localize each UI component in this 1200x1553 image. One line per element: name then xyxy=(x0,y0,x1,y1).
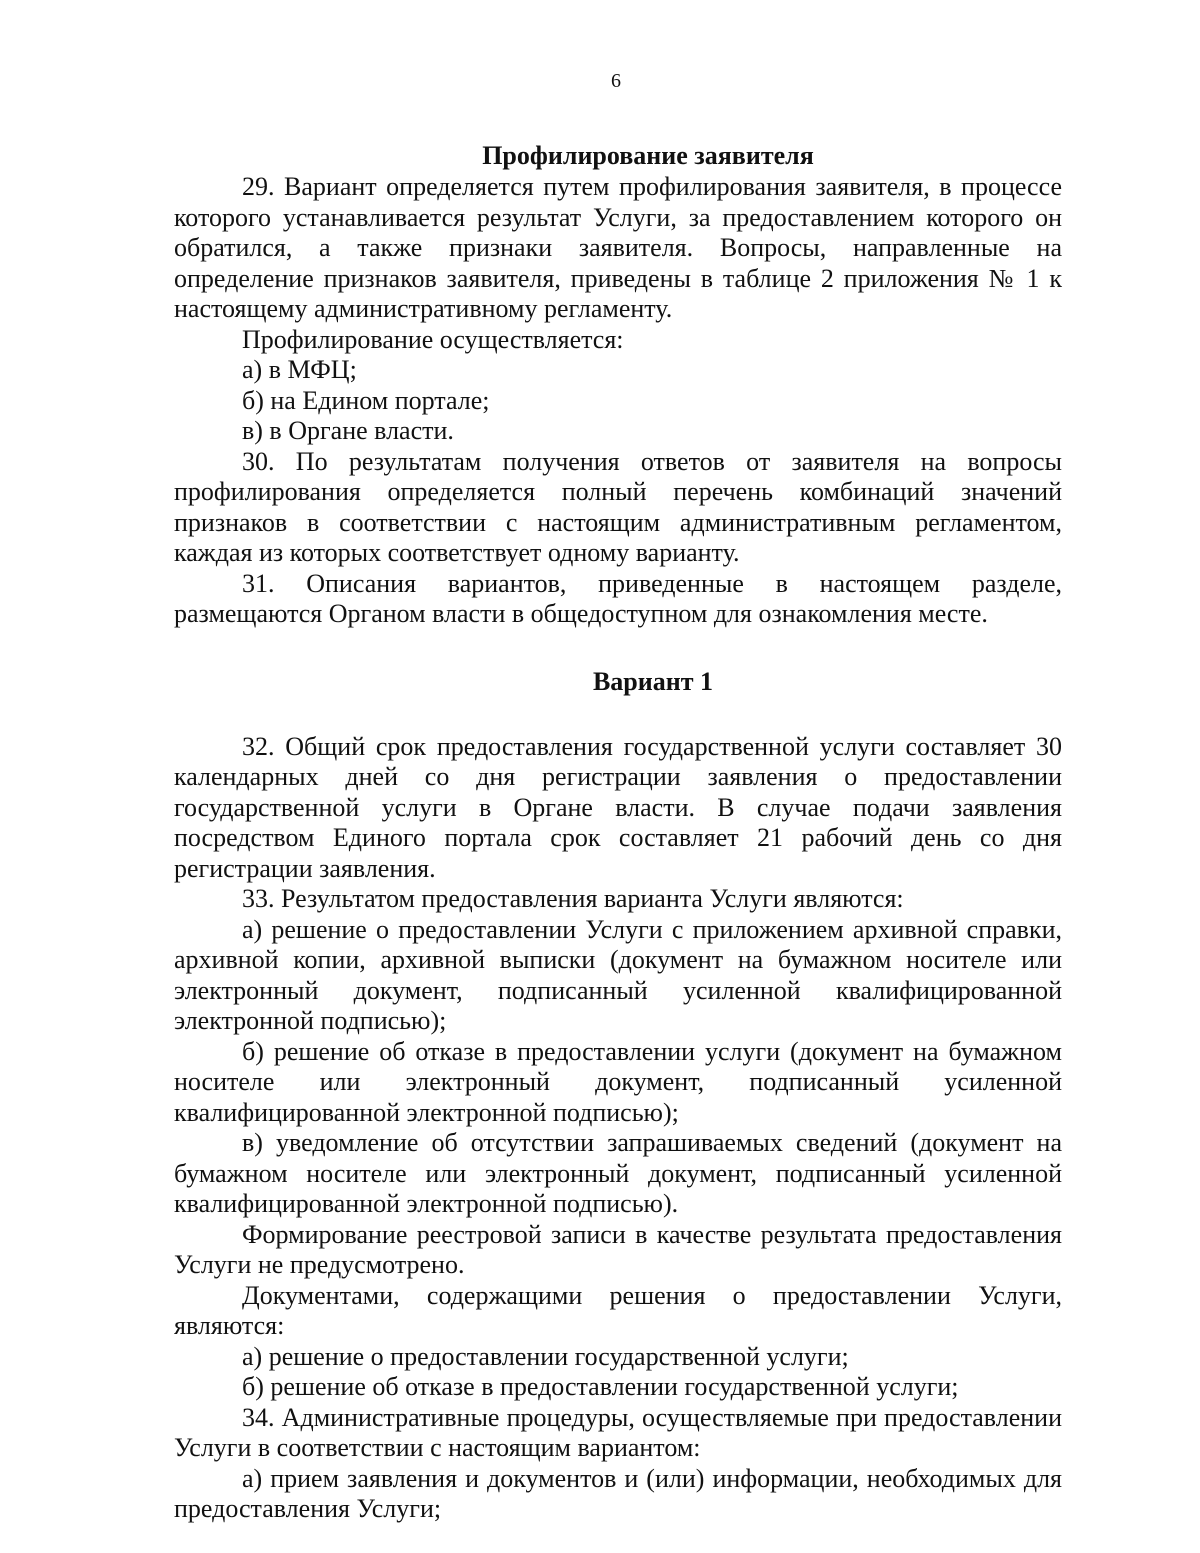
document-item-b: б) решение об отказе в предоставлении государственной услуги; xyxy=(242,1372,959,1401)
paragraph-documents: Документами, содержащими решения о предоставлении Услуги, являются: xyxy=(174,1280,1062,1340)
list-item-portal: б) на Едином портале; xyxy=(242,385,490,415)
paragraph-profiling-intro: Профилирование осуществляется: xyxy=(242,324,624,354)
spacer xyxy=(174,698,1062,732)
paragraph-registry: Формирование реестровой записи в качестве результата предоставления Услуги не предусмотрено. xyxy=(174,1219,1062,1279)
document-item-a: а) решение о предоставлении государственной услуги; xyxy=(242,1341,849,1371)
section-title-profiling: Профилирование заявителя xyxy=(482,141,814,170)
paragraph-31: 31. Описания вариантов, приведенные в настоящем разделе, размещаются Органом власти в общедоступном для ознакомления месте. xyxy=(174,568,1062,628)
paragraph-34: 34. Административные процедуры, осуществляемые при предоставлении Услуги в соответствии с настоящим вариантом: xyxy=(174,1402,1062,1462)
list-item-mfc: а) в МФЦ; xyxy=(242,355,357,384)
paragraph-29: 29. Вариант определяется путем профилирования заявителя, в процессе которого устанавливается результат Услуги, за предоставлением которого он обратился, а также признаки заявителя. Вопросы, направленные на определение признаков заявителя, приведены в таблице 2 приложения № 1 к настоящему административному регламенту. xyxy=(174,172,1062,323)
list-item-authority: в) в Органе власти. xyxy=(242,416,454,445)
result-item-c: в) уведомление об отсутствии запрашиваемых сведений (документ на бумажном носителе или электронный документ, подписанный усиленной квалифицированной электронной подписью). xyxy=(174,1128,1062,1218)
spacer xyxy=(174,630,1062,666)
result-item-a: а) решение о предоставлении Услуги с приложением архивной справки, архивной копии, архивной выписки (документ на бумажном носителе или электронный документ, подписанный усиленной квалифицированной электронной подписью); xyxy=(174,914,1062,1035)
paragraph-32: 32. Общий срок предоставления государственной услуги составляет 30 календарных дней со дня регистрации заявления о предоставлении государственной услуги в Органе власти. В случае подачи заявления посредством Единого портала срок составляет 21 рабочий день со дня регистрации заявления. xyxy=(174,731,1062,883)
result-item-b: б) решение об отказе в предоставлении услуги (документ на бумажном носителе или электронный документ, подписанный усиленной квалифицированной электронной подписью); xyxy=(174,1036,1062,1127)
document-body xyxy=(174,140,1062,1525)
procedure-item-a: а) прием заявления и документов и (или) информации, необходимых для предоставления Услуги; xyxy=(174,1463,1062,1523)
paragraph-33: 33. Результатом предоставления варианта Услуги являются: xyxy=(242,884,904,913)
paragraph-30: 30. По результатам получения ответов от заявителя на вопросы профилирования определяется полный перечень комбинаций значений признаков в соответствии с настоящим административным регламентом, каждая из которых соответствует одному варианту. xyxy=(174,446,1062,567)
page-number: 6 xyxy=(611,70,621,92)
section-title-variant-1: Вариант 1 xyxy=(592,666,714,696)
